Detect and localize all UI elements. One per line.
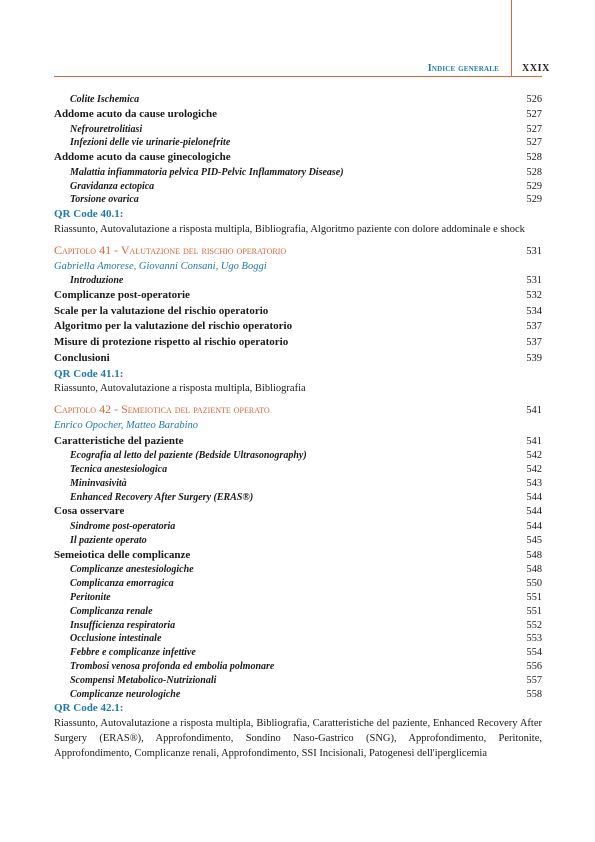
toc-entry-title: Complicanze post-operatorie xyxy=(54,288,190,301)
toc-entry-page: 554 xyxy=(526,647,542,659)
toc-entry-page: 528 xyxy=(526,166,542,178)
toc-entry-page: 527 xyxy=(526,137,542,149)
toc-section-entry[interactable] xyxy=(54,351,542,367)
toc-subsection-entry[interactable] xyxy=(54,449,542,463)
toc-entry-page: 558 xyxy=(526,688,542,700)
toc-entry-page: 539 xyxy=(526,352,542,364)
toc-entry-page: 544 xyxy=(526,491,542,503)
toc-entry-title: Colite Ischemica xyxy=(70,94,140,105)
toc-entry-page: 537 xyxy=(526,321,542,333)
toc-entry-title: Infezioni delle vie urinarie-pielonefrite xyxy=(70,137,231,149)
toc-section-entry[interactable] xyxy=(54,434,542,450)
toc-entry-title: Complicanza emorragica xyxy=(70,578,174,590)
toc-entry-title: Peritonite xyxy=(70,591,111,603)
toc-section-entry[interactable] xyxy=(54,288,542,304)
toc-entry-title: Insufficienza respiratoria xyxy=(70,619,176,631)
toc-entry-page: 544 xyxy=(526,521,542,533)
toc-subsection-entry[interactable] xyxy=(54,166,542,180)
toc-entry-page: 543 xyxy=(526,477,542,489)
toc-entry-page: 556 xyxy=(526,660,542,672)
toc-entry-title: Complicanze neurologiche xyxy=(70,688,181,700)
toc-section-entry[interactable] xyxy=(54,107,542,123)
toc-entry-title: Malattia infiammatoria pelvica PID-Pelvic Inflammatory Disease) xyxy=(70,166,344,178)
toc-entry-page: 550 xyxy=(526,578,542,590)
toc-entry-page: 528 xyxy=(526,152,542,164)
toc-entry-title: Addome acuto da cause urologiche xyxy=(54,107,217,120)
qr-code-label[interactable]: QR Code 40.1: xyxy=(54,208,124,221)
chapter-authors: Gabriella Amorese, Giovanni Consani, Ugo Boggi xyxy=(54,260,267,272)
toc-entry-page: 541 xyxy=(526,435,542,447)
toc-subsection-entry[interactable] xyxy=(54,674,542,688)
toc-entry-title: Ecografia al letto del paziente (Bedside Ultrasonography) xyxy=(70,450,307,462)
toc-entry-page: 553 xyxy=(526,633,542,645)
qr-code-label[interactable]: QR Code 41.1: xyxy=(54,367,124,380)
page-number: XXIX xyxy=(522,63,550,74)
toc-entry-title: Trombosi venosa profonda ed embolia polmonare xyxy=(70,660,275,672)
toc-entry-title: Algoritmo per la valutazione del rischio operatorio xyxy=(54,320,293,333)
toc-subsection-entry[interactable] xyxy=(54,123,542,137)
toc-subsection-entry[interactable] xyxy=(54,180,542,194)
toc-entry-title: Capitolo 41 - Valutazione del rischio operatorio xyxy=(54,242,287,257)
toc-entry-page: 531 xyxy=(526,275,542,287)
toc-entry-title: Introduzione xyxy=(70,275,124,287)
toc-entry-page: 527 xyxy=(526,123,542,135)
toc-subsection-entry[interactable] xyxy=(54,534,542,548)
toc-entry-title: Caratteristiche del paziente xyxy=(54,434,184,447)
toc-entry-page: 527 xyxy=(526,108,542,120)
toc-entry-page: 531 xyxy=(526,245,542,257)
qr-code-contents: Riassunto, Autovalutazione a risposta multipla, Bibliografia, Caratteristiche del paziente, Enhanced Recovery After Surgery (ERAS®), Approfondimento, Sondino Naso-Gastrico (SNG), Approfondimento, Peritonite, Approfondimento, Complicanze renali, Approfondimento, SSI Incisionali, Patogenesi dell'iperglicemia xyxy=(54,717,542,759)
toc-subsection-entry[interactable] xyxy=(54,688,542,702)
toc-entry-title: Scompensi Metabolico-Nutrizionali xyxy=(70,674,217,686)
toc-section-entry[interactable] xyxy=(54,304,542,320)
toc-section-entry[interactable] xyxy=(54,319,542,335)
toc-entry-page: 557 xyxy=(526,674,542,686)
toc-entry-page: 544 xyxy=(526,506,542,518)
toc-entry-title: Torsione ovarica xyxy=(70,194,139,206)
toc-entry-page: 529 xyxy=(526,180,542,192)
header-vertical-rule xyxy=(511,0,512,77)
toc-entry-page: 526 xyxy=(526,94,542,105)
chapter-heading[interactable] xyxy=(54,401,542,419)
toc-entry-title: Complicanze anestesiologiche xyxy=(70,564,194,576)
toc-entry-title: Occlusione intestinale xyxy=(70,633,162,645)
toc-subsection-entry[interactable] xyxy=(54,463,542,477)
chapter-heading[interactable] xyxy=(54,242,542,260)
toc-entry-title: Cosa osservare xyxy=(54,505,125,518)
toc-subsection-entry[interactable] xyxy=(54,660,542,674)
toc-entry-page: 532 xyxy=(526,289,542,301)
toc-section-entry[interactable] xyxy=(54,548,542,564)
toc-subsection-entry[interactable] xyxy=(54,563,542,577)
toc-subsection-entry[interactable] xyxy=(54,632,542,646)
toc-subsection-entry[interactable] xyxy=(54,274,542,288)
toc-section-entry[interactable] xyxy=(54,504,542,520)
toc-entry-title: Addome acuto da cause ginecologiche xyxy=(54,151,231,164)
toc-entry-page: 542 xyxy=(526,464,542,475)
toc-entry-page: 529 xyxy=(526,194,542,206)
toc-section-entry[interactable] xyxy=(54,150,542,166)
qr-code-label[interactable]: QR Code 42.1: xyxy=(54,702,124,715)
toc-subsection-entry[interactable] xyxy=(54,193,542,207)
toc-entry-title: Capitolo 42 - Semeiotica del paziente operato xyxy=(54,402,270,416)
toc-entry-title: Semeiotica delle complicanze xyxy=(54,548,191,561)
toc-entry-page: 534 xyxy=(526,305,542,317)
toc-subsection-entry[interactable] xyxy=(54,93,542,107)
chapter-authors: Enrico Opocher, Matteo Barabino xyxy=(54,420,199,431)
toc-entry-title: Il paziente operato xyxy=(70,534,147,546)
toc-entry-title: Conclusioni xyxy=(54,351,110,364)
toc-entry-title: Tecnica anestesiologica xyxy=(70,464,168,475)
toc-subsection-entry[interactable] xyxy=(54,619,542,633)
qr-code-contents: Riassunto, Autovalutazione a risposta multipla, Bibliografia, Algoritmo paziente con dolore addominale e shock xyxy=(54,223,525,235)
toc-subsection-entry[interactable] xyxy=(54,136,542,150)
table-of-contents xyxy=(54,93,542,761)
toc-entry-title: Mininvasività xyxy=(70,477,127,489)
toc-subsection-entry[interactable] xyxy=(54,605,542,619)
toc-entry-page: 551 xyxy=(526,591,542,603)
toc-subsection-entry[interactable] xyxy=(54,520,542,534)
qr-code-contents: Riassunto, Autovalutazione a risposta multipla, Bibliografia xyxy=(54,383,306,394)
running-head: Indice generale xyxy=(427,63,499,74)
toc-entry-title: Gravidanza ectopica xyxy=(70,180,155,192)
toc-entry-title: Enhanced Recovery After Surgery (ERAS®) xyxy=(70,491,254,503)
toc-entry-page: 551 xyxy=(526,605,542,617)
toc-subsection-entry[interactable] xyxy=(54,577,542,591)
toc-section-entry[interactable] xyxy=(54,335,542,351)
toc-entry-page: 541 xyxy=(526,405,542,416)
toc-subsection-entry[interactable] xyxy=(54,591,542,605)
toc-subsection-entry[interactable] xyxy=(54,646,542,660)
toc-entry-title: Nefrouretrolitiasi xyxy=(70,123,143,135)
toc-subsection-entry[interactable] xyxy=(54,491,542,505)
toc-entry-page: 548 xyxy=(526,549,542,561)
toc-subsection-entry[interactable] xyxy=(54,477,542,491)
toc-entry-title: Sindrome post-operatoria xyxy=(70,521,176,533)
toc-entry-page: 545 xyxy=(526,534,542,546)
toc-entry-title: Scale per la valutazione del rischio operatorio xyxy=(54,304,269,317)
header-horizontal-rule xyxy=(54,76,542,77)
toc-entry-page: 542 xyxy=(526,450,542,462)
toc-entry-title: Misure di protezione rispetto al rischio operatorio xyxy=(54,336,289,349)
toc-entry-page: 552 xyxy=(526,619,542,631)
toc-entry-page: 537 xyxy=(526,337,542,349)
toc-entry-title: Complicanza renale xyxy=(70,605,153,617)
toc-entry-title: Febbre e complicanze infettive xyxy=(70,647,196,659)
toc-entry-page: 548 xyxy=(526,564,542,576)
